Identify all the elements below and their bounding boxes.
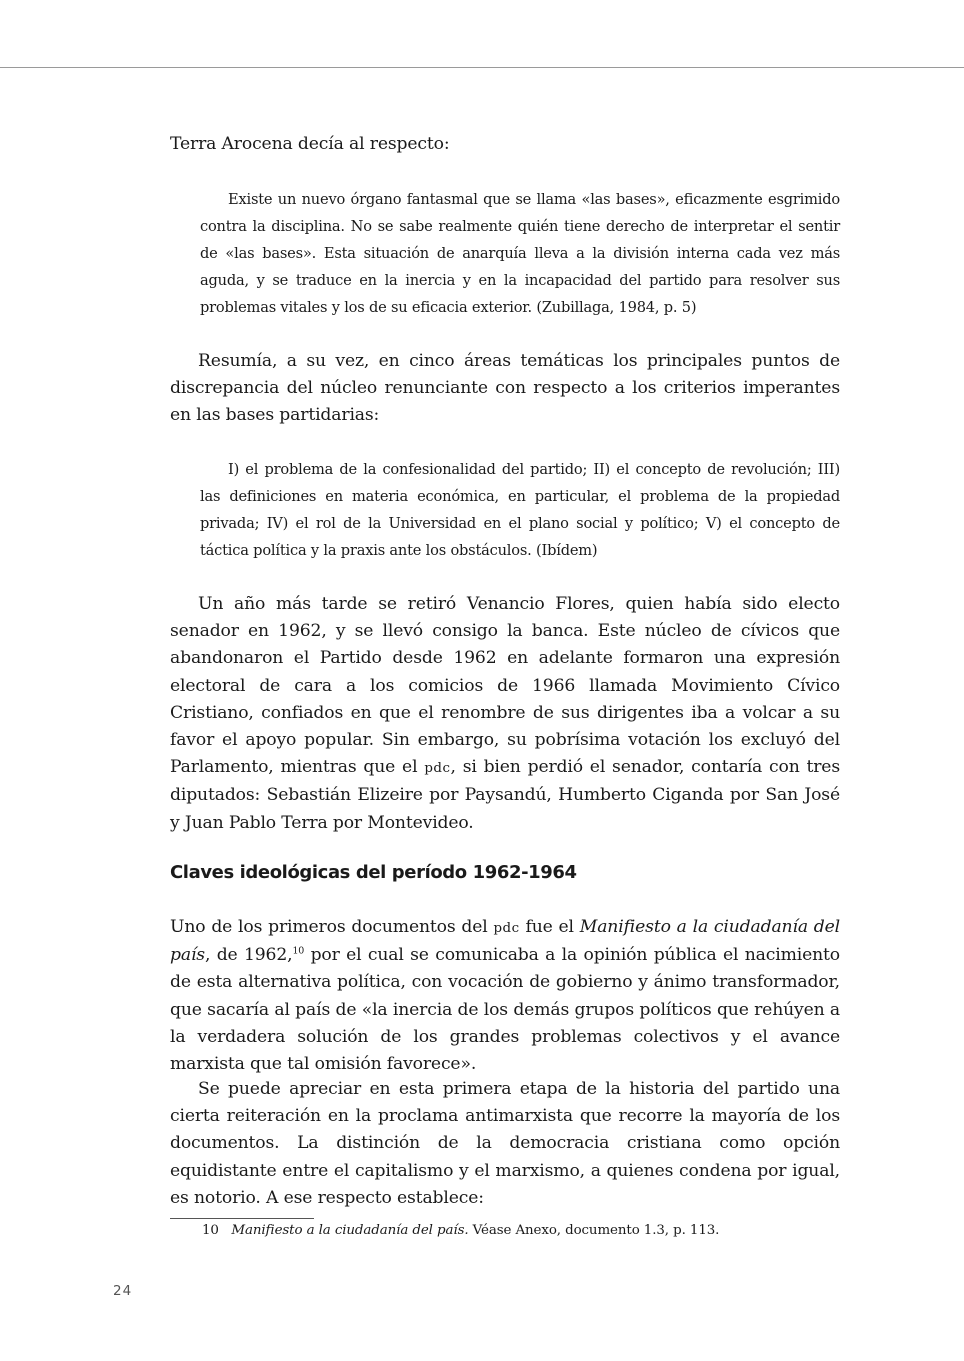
page-number: 24 <box>113 1283 133 1299</box>
footnote-text: Véase Anexo, documento 1.3, p. 113. <box>468 1223 720 1238</box>
paragraph-text: , si bien perdió el senador, contaría con tres diputados: Sebastián Elizeire por Paysandú, Humberto Ciganda por San José y Juan Pablo Terra por Montevideo. <box>170 757 840 833</box>
paragraph-text: , de 1962, <box>204 945 293 966</box>
section-heading: Claves ideológicas del período 1962-1964 <box>170 862 577 883</box>
paragraph-antimarxista: Se puede apreciar en esta primera etapa de la historia del partido una cierta reiteración en la proclama antimarxista que recorre la mayoría de los documentos. La distinción de la democracia cristiana como opción equidistante entre el capitalismo y el marxismo, a quienes condena por igual, es notorio. A ese respecto establece: <box>170 1079 840 1208</box>
paragraph-text: por el cual se comunicaba a la opinión pública el nacimiento de esta alternativa política, con vocación de gobierno y ánimo transformador, que sacaría al país de «la inercia de los demás grupos políticos que rehúyen a la verdadera solución de los grandes problemas colectivos y el avance marxista que tal omisión favorece». <box>170 945 840 1075</box>
footnote <box>202 1221 842 1241</box>
paragraph-manifiesto <box>170 914 840 1078</box>
footnote-reference: 10 <box>292 945 305 957</box>
abbreviation-pdc: pdc <box>424 761 451 777</box>
abbreviation-pdc: pdc <box>493 921 520 936</box>
header-rule <box>0 67 964 68</box>
footnote-title: Manifiesto a la ciudadanía del país. <box>231 1223 469 1238</box>
footnote-rule <box>170 1218 314 1219</box>
intro-line: Terra Arocena decía al respecto: <box>170 134 450 154</box>
paragraph-venancio-flores <box>170 591 840 837</box>
document-title: Manifiesto a la ciudadanía del país <box>170 917 840 966</box>
block-quote-1: Existe un nuevo órgano fantasmal que se llama «las bases», eficazmente esgrimido contra la disciplina. No se sabe realmente quién tiene derecho de interpretar el sentir de «las bases». Esta situación de anarquía lleva a la división interna cada vez más aguda, y se traduce en la inercia y en la incapacidad del partido para resolver sus problemas vitales y los de su eficacia exterior. (Zubillaga, 1984, p. 5) <box>200 191 840 316</box>
paragraph-discrepancia: Resumía, a su vez, en cinco áreas temáticas los principales puntos de discrepancia del núcleo renunciante con respecto a los criterios imperantes en las bases partidarias: <box>170 351 840 426</box>
paragraph-text: Un año más tarde se retiró Venancio Flores, quien había sido electo senador en 1962, y se llevó consigo la banca. Este núcleo de cívicos que abandonaron el Partido desde 1962 en adelante formaron una expresión electoral de cara a los comicios de 1966 llamada Movimiento Cívico Cristiano, confiados en que el renombre de sus dirigentes iba a volcar a su favor el apoyo popular. Sin embargo, su pobrísima votación los excluyó del Parlamento, mientras que el <box>170 594 840 778</box>
paragraph-text: fue el <box>519 917 580 937</box>
paragraph-text: Uno de los primeros documentos del <box>170 917 494 937</box>
block-quote-2: I) el problema de la confesionalidad del partido; II) el concepto de revolución; III) las definiciones en materia económica, en particular, el problema de la propiedad privada; IV) el rol de la Universidad en el plano social y político; V) el concepto de táctica política y la praxis ante los obstáculos. (Ibídem) <box>200 461 840 559</box>
footnote-number: 10 <box>202 1223 219 1238</box>
